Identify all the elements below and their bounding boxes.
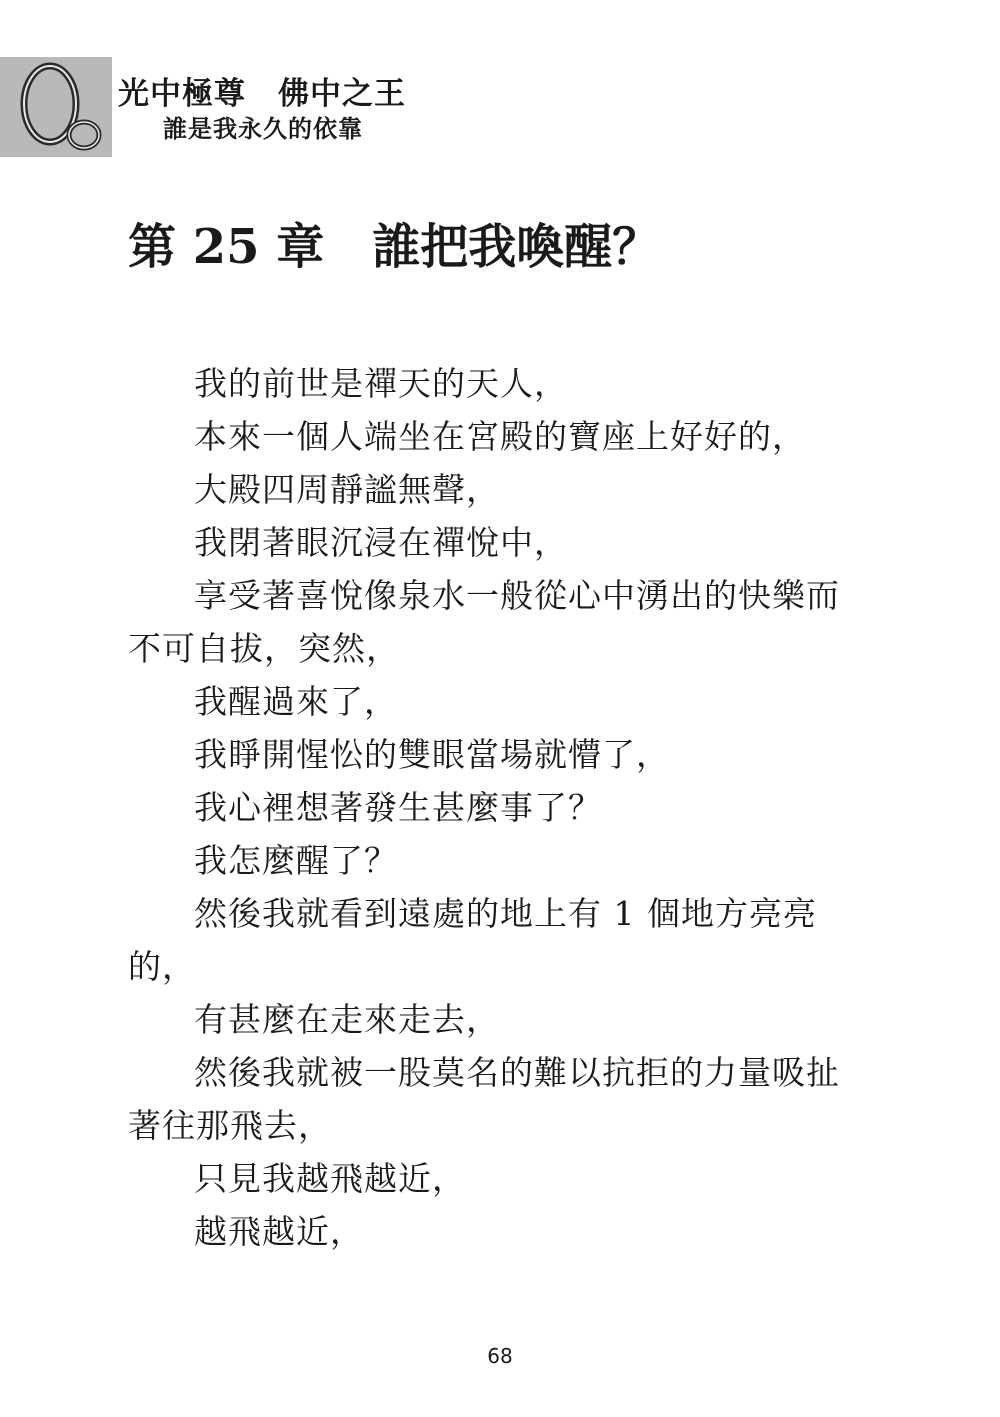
paragraph: 我睜開惺忪的雙眼當場就懵了， — [194, 735, 670, 774]
paragraph: 我怎麼醒了？ — [194, 841, 398, 880]
paragraph: 然後我就被一股莫名的難以抗拒的力量吸扯著往那飛去， — [128, 1053, 840, 1145]
paragraph: 本來一個人端坐在宮殿的寶座上好好的， — [194, 417, 806, 456]
paragraph: 只見我越飛越近， — [194, 1159, 466, 1198]
header-logo — [0, 57, 112, 157]
chapter-title: 第 25 章 誰把我喚醒？ — [128, 219, 661, 275]
paragraph: 我閉著眼沉浸在禪悅中， — [194, 523, 568, 562]
paragraph: 越飛越近， — [194, 1212, 364, 1251]
page-number: 68 — [487, 1344, 513, 1368]
paragraph: 我醒過來了， — [194, 682, 398, 721]
double-ring-letter-q-icon — [0, 57, 112, 157]
chapter-body — [128, 357, 848, 1258]
paragraph: 我心裡想著發生甚麼事了？ — [194, 788, 602, 827]
paragraph: 然後我就看到遠處的地上有 1 個地方亮亮的， — [128, 894, 817, 986]
header-book-subtitle: 誰是我永久的依靠 — [163, 114, 363, 143]
paragraph: 有甚麼在走來走去， — [194, 1000, 500, 1039]
paragraph: 享受著喜悅像泉水一般從心中湧出的快樂而不可自拔，突然， — [128, 576, 840, 668]
paragraph: 大殿四周靜謐無聲， — [194, 470, 500, 509]
paragraph: 我的前世是禪天的天人， — [194, 364, 568, 403]
header-book-title: 光中極尊 佛中之王 — [118, 76, 406, 112]
